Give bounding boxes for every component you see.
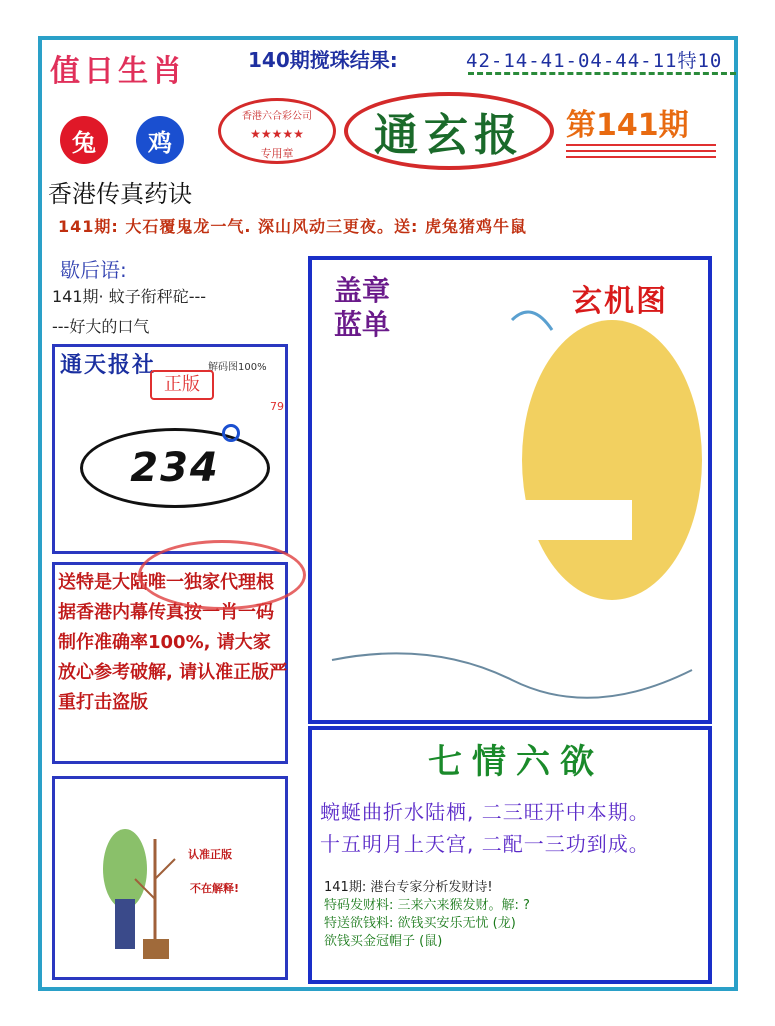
duty-zodiac-title: 值日生肖 [50,54,186,89]
fax-title: 香港传真药诀 [48,180,192,208]
cartoon-illustration [55,779,285,977]
zodiac-rooster-badge: 鸡 [136,116,184,164]
stamp-label-line1: 盖章 [334,274,391,307]
issue-slogan: 141期: 大石覆鬼龙一气. 深山风动三更夜。送: 虎兔猪鸡牛鼠 [58,217,527,236]
stamp-label [334,274,390,342]
brand-title: 通玄报 [374,110,524,161]
blue-ring-icon [222,424,240,442]
brand-logo [344,92,554,170]
tongtian-title: 通天报社 [60,353,157,378]
small-number: 79 [270,400,284,413]
zodiac-rabbit-badge: 兔 [60,116,108,164]
red-seal-stamp [138,540,306,610]
seal-text: 专用章 [260,147,294,160]
analysis-line-2: 特码发财料: 三来六来猴发财。解: ? [324,898,530,913]
mystery-map-title: 玄机图 [572,284,668,319]
draw-result-numbers: 42-14-41-04-44-11特10 [466,50,723,72]
notice-text: 送特是大陆唯一独家代理根据香港内幕传真按一肖一码制作准确率100%, 请大家放心参考破解, 请认准正版严重打击盗版 [58,572,288,713]
genuine-stamp: 正版 [150,370,214,400]
stamp-text-genuine: 认准正版 [188,848,232,861]
xiehouyu-line-2: ---好大的口气 [52,317,150,336]
big-number: 234 [130,445,220,491]
draw-result-label: 140期搅珠结果: [248,48,398,72]
analysis-line-4: 欲钱买金冠帽子 (鼠) [324,934,443,949]
seal-stars: ★★★★★ [250,127,304,141]
analysis-line-3: 特送欲钱料: 欲钱买安乐无忧 (龙) [324,916,516,931]
xiehouyu-line-1: 141期· 蚊子衔秤砣--- [52,287,207,306]
lottery-company-seal [218,98,336,164]
draw-underline [468,72,736,75]
number-oval [80,428,270,508]
poem-line-1: 蜿蜒曲折水陆栖, 二三旺开中本期。 [320,800,650,824]
poem-title: 七情六欲 [428,742,604,782]
xiehouyu-title: 歇后语: [60,258,127,282]
poem-line-2: 十五明月上天宫, 二配一三功到成。 [320,832,650,856]
analysis-line-1: 141期: 港台专家分析发财诗! [324,880,493,895]
illustration-panel [52,776,288,980]
stamp-text-no-explain: 不在解释! [190,882,240,895]
seal-arc-text: 香港六合彩公司 [242,111,312,122]
stamp-label-line2: 蓝单 [334,308,391,341]
decode-label: 解码图100% [208,362,267,373]
issue-number: 第141期 [566,108,689,143]
issue-underline [566,140,716,158]
